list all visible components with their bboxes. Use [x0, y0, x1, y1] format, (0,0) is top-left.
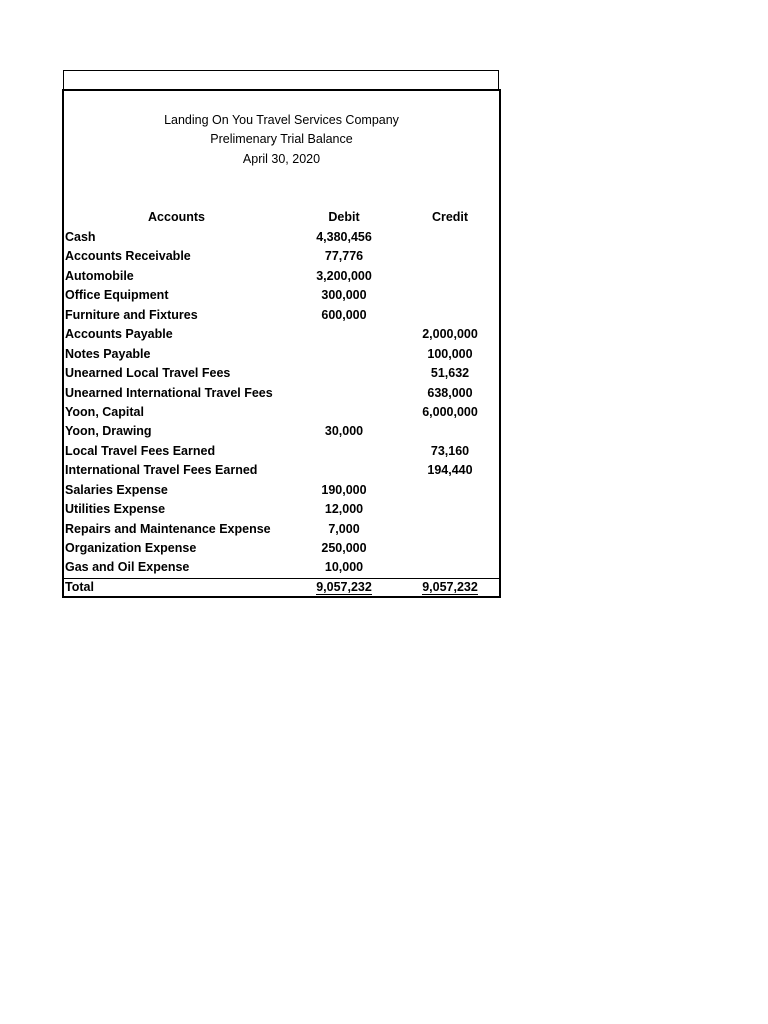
debit-amount: 600,000: [321, 307, 367, 322]
table-row: [64, 247, 499, 266]
table-row: [64, 267, 499, 286]
debit-amount: 12,000: [324, 502, 364, 517]
account-name: Unearned Local Travel Fees: [65, 366, 231, 381]
debit-column-header: Debit: [328, 210, 360, 224]
table-row: [64, 286, 499, 305]
table-row: [64, 228, 499, 247]
debit-amount: 190,000: [321, 482, 367, 497]
table-row: [64, 539, 499, 558]
debit-amount: 7,000: [328, 521, 360, 536]
table-row: [64, 461, 499, 480]
credit-amount: 73,160: [430, 443, 470, 458]
total-credit-cell: [400, 579, 500, 597]
account-name: Cash: [65, 230, 96, 244]
debit-amount: 30,000: [324, 424, 364, 439]
accounts-column-header: Accounts: [148, 210, 205, 224]
account-name: Organization Expense: [65, 541, 197, 555]
statement-title: Prelimenary Trial Balance: [210, 132, 353, 146]
credit-amount: 6,000,000: [422, 404, 478, 419]
statement-date: April 30, 2020: [242, 152, 321, 166]
table-row: [64, 558, 499, 577]
table-row: [64, 345, 499, 364]
debit-amount: 4,380,456: [316, 230, 372, 244]
credit-column-header: Credit: [431, 210, 469, 224]
company-name: Landing On You Travel Services Company: [164, 113, 399, 127]
account-name: Automobile: [65, 268, 134, 283]
table-row: [64, 384, 499, 403]
account-name: Utilities Expense: [65, 502, 166, 517]
account-name: Yoon, Drawing: [65, 424, 152, 439]
account-name: Unearned International Travel Fees: [65, 385, 273, 400]
debit-amount: 77,776: [324, 249, 364, 264]
table-row: [64, 422, 499, 441]
account-name: Yoon, Capital: [65, 404, 144, 419]
account-name: Salaries Expense: [65, 482, 168, 497]
table-row: [64, 325, 499, 344]
table-row: [64, 403, 499, 422]
account-rows: [64, 228, 499, 578]
account-name: Local Travel Fees Earned: [65, 443, 216, 458]
total-debit: 9,057,232: [316, 580, 372, 597]
account-name: Accounts Receivable: [65, 249, 191, 264]
account-name: Furniture and Fixtures: [65, 307, 198, 322]
account-name: Office Equipment: [65, 288, 169, 303]
account-name: International Travel Fees Earned: [65, 463, 258, 478]
debit-amount: 250,000: [321, 541, 367, 555]
account-name: Notes Payable: [65, 346, 151, 361]
total-row: [64, 578, 499, 597]
sheet-header-cell: [63, 70, 499, 90]
total-debit-cell: [294, 579, 394, 597]
debit-amount: 10,000: [324, 560, 364, 575]
total-credit: 9,057,232: [422, 580, 478, 597]
credit-amount: 100,000: [427, 346, 473, 361]
credit-amount: 2,000,000: [422, 327, 478, 342]
table-row: [64, 500, 499, 519]
credit-amount: 194,440: [427, 463, 473, 478]
table-row: [64, 306, 499, 325]
total-label: Total: [65, 580, 94, 594]
table-row: [64, 520, 499, 539]
trial-balance-sheet: [62, 89, 501, 598]
table-row: [64, 364, 499, 383]
account-name: Repairs and Maintenance Expense: [65, 521, 271, 536]
credit-amount: 51,632: [430, 366, 470, 381]
account-name: Gas and Oil Expense: [65, 560, 190, 575]
account-name: Accounts Payable: [65, 327, 173, 342]
table-row: [64, 481, 499, 500]
credit-amount: 638,000: [427, 385, 473, 400]
debit-amount: 3,200,000: [316, 268, 372, 283]
table-row: [64, 442, 499, 461]
debit-amount: 300,000: [321, 288, 367, 303]
